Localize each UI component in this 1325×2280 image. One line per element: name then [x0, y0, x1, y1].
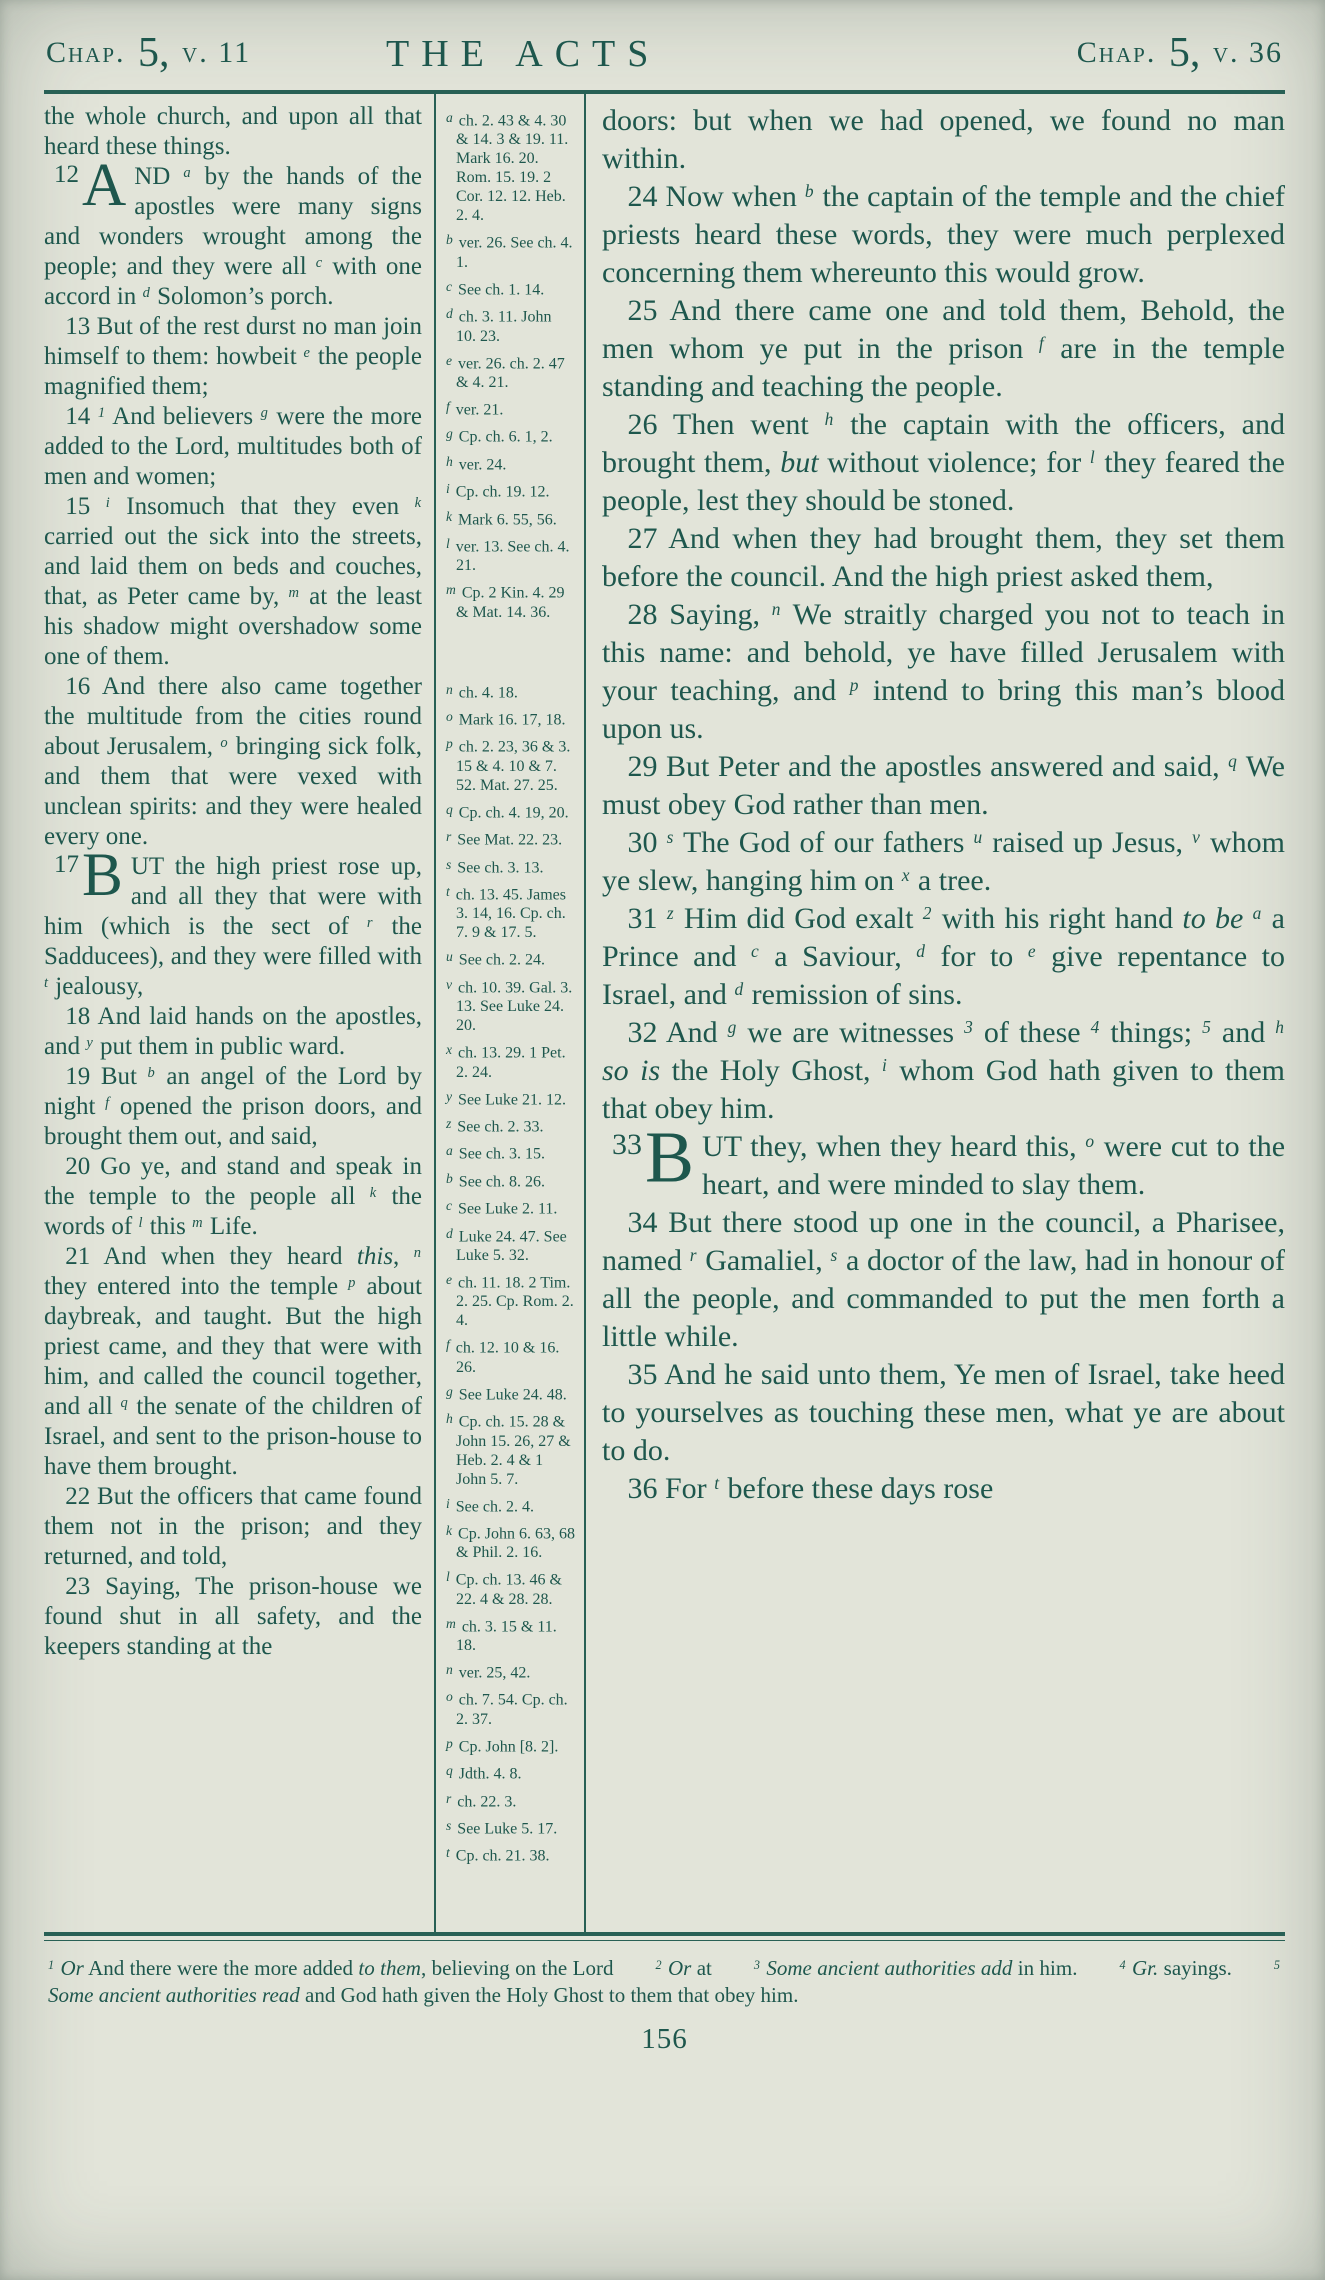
reference-mark: e — [1027, 941, 1036, 962]
reference-mark: h — [824, 409, 834, 430]
cross-reference-entry: $^i$ See ch. 2. 4. — [446, 1495, 534, 1515]
reference-letter: r — [446, 1790, 452, 1806]
verse-number: 34 — [627, 1206, 658, 1239]
footer-rule — [44, 1932, 1285, 1941]
verse-number: 22 — [65, 1483, 91, 1510]
reference-letter: s — [446, 1818, 452, 1834]
cross-reference-entry: $^v$ ch. 10. 39. Gal. 3. 13. See Luke 24. 20. — [446, 976, 573, 1035]
reference-letter: d — [446, 306, 453, 322]
verse-34: 34 But there stood up one in the council, a Pharisee, named $^r$ Gamaliel, $^s$ a doctor of the law, had in honour of all the people, and commanded to put the men forth a little while. — [602, 1206, 1285, 1353]
reference-mark: 3 — [753, 1957, 760, 1972]
reference-mark: 2 — [655, 1957, 662, 1972]
cross-reference-entry: $^c$ See ch. 1. 14. — [446, 278, 545, 299]
reference-mark: o — [220, 734, 228, 751]
reference-letter: o — [446, 1689, 453, 1705]
verse-12: 12A ND $^a$ by the hands of the apostles were many signs and wonders wrought among the people; and they were all $^c$ with one accord in $^d$ Solomon’s porch. — [44, 151, 423, 310]
reference-mark: n — [771, 599, 781, 620]
reference-letter: p — [446, 736, 453, 752]
cross-reference-entry: $^l$ ver. 13. See ch. 4. 21. — [446, 535, 570, 575]
verse-24: 24 Now when $^b$ the captain of the temple and the chief priests heard these words, they were much perplexed concerning them whereunto this would grow. — [602, 180, 1285, 289]
reference-letter: i — [446, 1495, 450, 1511]
cross-reference-entry: $^r$ See Mat. 22. 23. — [446, 829, 563, 849]
reference-letter: y — [446, 1088, 453, 1104]
book-title: THE ACTS — [386, 33, 661, 75]
reference-letter: a — [446, 110, 453, 125]
reference-mark: d — [142, 284, 150, 301]
reference-mark: m — [288, 584, 299, 601]
verse-14: 14 $^1$ And believers $^g$ were the more added to the Lord, multitudes both of men and women; — [44, 403, 423, 490]
reference-mark: 4 — [1090, 1017, 1100, 1038]
reference-letter: q — [446, 801, 453, 817]
reference-mark: 1 — [48, 1957, 55, 1972]
reference-mark: f — [105, 1094, 110, 1111]
reference-mark: g — [727, 1017, 737, 1038]
reference-letter: g — [446, 426, 453, 442]
verse-continuation: the whole church, and upon all that heard these things. — [44, 103, 422, 160]
reference-letter: g — [446, 1383, 453, 1399]
left-text-column — [44, 94, 434, 1932]
reference-letter: s — [446, 856, 452, 872]
reference-mark: l — [1089, 447, 1095, 468]
verse-ref-right: v. 36 — [1212, 36, 1283, 69]
reference-mark: 5 — [1273, 1957, 1280, 1972]
reference-mark: s — [830, 1245, 838, 1266]
reference-mark: m — [192, 1214, 203, 1231]
reference-letter: x — [446, 1042, 453, 1058]
cross-reference-entry: $^g$ See Luke 24. 48. — [446, 1383, 567, 1404]
reference-mark: 2 — [922, 903, 932, 924]
chapter-number-left: 5, — [138, 30, 170, 76]
reference-mark: p — [348, 1274, 356, 1291]
reference-letter: z — [446, 1115, 452, 1131]
verse-number: 24 — [627, 180, 658, 213]
verse-27: 27 And when they had brought them, they set them before the council. And the high priest asked them, — [602, 522, 1285, 593]
reference-letter: p — [446, 1735, 453, 1751]
reference-mark: t — [44, 974, 49, 991]
verse-number: 27 — [627, 522, 658, 555]
cross-reference-entry: $^q$ Cp. ch. 4. 19, 20. — [446, 801, 569, 822]
reference-mark: 5 — [1202, 1017, 1211, 1038]
reference-letter: u — [446, 949, 453, 965]
cross-reference-entry: $^m$ Cp. 2 Kin. 4. 29 & Mat. 14. 36. — [446, 582, 565, 621]
reference-mark: o — [1085, 1131, 1095, 1152]
cross-reference-entry: $^t$ Cp. ch. 21. 38. — [446, 1845, 550, 1865]
verse-number: 14 — [65, 403, 91, 430]
verse-number: 13 — [65, 313, 91, 340]
cross-reference-entry: $^k$ Cp. John 6. 63, 68 & Phil. 2. 16. — [446, 1522, 575, 1562]
reference-mark: k — [369, 1184, 377, 1201]
reference-mark: c — [315, 254, 323, 271]
cross-reference-entry: $^i$ Cp. ch. 19. 12. — [446, 481, 550, 501]
reference-mark: u — [973, 827, 983, 848]
reference-letter: n — [446, 681, 453, 697]
cross-reference-entry: $^c$ See Luke 2. 11. — [446, 1198, 558, 1218]
cross-reference-entry: $^h$ ver. 24. — [446, 453, 507, 474]
verse-number: 31 — [627, 902, 658, 935]
reference-mark: b — [804, 181, 814, 202]
reference-letter: b — [446, 1170, 453, 1186]
verse-number: 30 — [627, 826, 658, 859]
reference-mark: t — [714, 1473, 720, 1494]
dropcap-letter: B — [82, 841, 123, 909]
cross-reference-entry: $^k$ Mark 6. 55, 56. — [446, 508, 557, 528]
reference-letter: o — [446, 709, 453, 725]
reference-mark: d — [916, 941, 925, 962]
reference-letter: c — [446, 278, 453, 294]
reference-letter: i — [446, 481, 450, 497]
verse-16: 16 And there also came together the multitude from the cities round about Jerusalem, $^o$ bringing sick folk, and them that were vexed with unclean spirits: and they were healed every one. — [44, 673, 422, 850]
reference-mark: d — [734, 979, 744, 1000]
verse-19: 19 But $^b$ an angel of the Lord by night $^f$ opened the prison doors, and brought them out, and said, — [44, 1063, 422, 1150]
cross-reference-entry: $^r$ ch. 22. 3. — [446, 1790, 517, 1811]
cross-reference-entry: $^a$ ch. 2. 43 & 4. 30 & 14. 3 & 19. 11. Mark 16. 20. Rom. 15. 19. 2 Cor. 12. 12. Heb. 2. 4. — [446, 110, 569, 225]
dropcap-letter: B — [645, 1116, 695, 1198]
reference-mark: a — [1252, 903, 1262, 924]
cross-reference-entry: $^b$ See ch. 8. 26. — [446, 1170, 545, 1191]
reference-letter: m — [446, 582, 456, 598]
reference-letter: h — [446, 453, 453, 469]
verse-number: 32 — [627, 1016, 658, 1049]
reference-mark: x — [901, 865, 910, 886]
reference-letter: n — [446, 1662, 453, 1678]
text-columns — [44, 94, 1285, 1932]
reference-letter: c — [446, 1198, 453, 1214]
verse-continuation: doors: but when we had opened, we found no man within. — [602, 104, 1285, 175]
verse-number: 23 — [65, 1573, 91, 1600]
reference-letter: a — [446, 1143, 453, 1159]
cross-reference-entry: $^n$ ch. 4. 18. — [446, 681, 518, 702]
cross-reference-entry: $^o$ ch. 7. 54. Cp. ch. 2. 37. — [446, 1689, 568, 1728]
verse-number: 25 — [627, 294, 658, 327]
cross-reference-entry: $^a$ See ch. 3. 15. — [446, 1143, 545, 1163]
cross-reference-column — [434, 94, 586, 1932]
reference-mark: r — [366, 914, 373, 931]
reference-mark: p — [849, 675, 859, 696]
reference-mark: q — [1228, 751, 1237, 772]
chapter-label-left: Chap. — [46, 36, 126, 69]
reference-letter: e — [446, 352, 453, 368]
cross-reference-entry: $^x$ ch. 13. 29. 1 Pet. 2. 24. — [446, 1042, 566, 1081]
cross-reference-entry: $^b$ ver. 26. See ch. 4. 1. — [446, 232, 573, 271]
reference-mark: h — [1275, 1017, 1284, 1038]
reference-mark: i — [881, 1055, 887, 1076]
verse-number: 28 — [627, 598, 658, 631]
cross-reference-entry: $^y$ See Luke 21. 12. — [446, 1088, 567, 1108]
verse-number: 19 — [65, 1063, 91, 1090]
reference-mark: 4 — [1119, 1957, 1126, 1972]
reference-mark: 1 — [97, 404, 106, 421]
page-number: 156 — [641, 2023, 688, 2055]
verse-number: 33 — [612, 1128, 642, 1161]
verse-number: 29 — [627, 750, 658, 783]
reference-letter: t — [446, 884, 450, 900]
verse-dropcap — [54, 151, 127, 219]
verse-22: 22 But the officers that came found them not in the prison; and they returned, and told, — [44, 1483, 422, 1570]
reference-letter: l — [446, 1569, 450, 1585]
verse-28: 28 Saying, $^n$ We straitly charged you not to teach in this name: and behold, ye have filled Jerusalem with your teaching, and $^p$ intend to bring this man’s blood upon us. — [602, 598, 1285, 745]
cross-reference-entry: $^l$ Cp. ch. 13. 46 & 22. 4 & 28. 28. — [446, 1569, 562, 1608]
reference-mark: e — [303, 344, 310, 361]
verse-35: 35 And he said unto them, Ye men of Israel, take heed to yourselves as touching these men, what ye are about to do. — [602, 1358, 1285, 1467]
cross-reference-entry: $^z$ See ch. 2. 33. — [446, 1115, 544, 1136]
reference-letter: f — [446, 1337, 450, 1353]
verse-number: 21 — [65, 1243, 91, 1270]
reference-letter: k — [446, 1522, 453, 1538]
cross-reference-entry: $^s$ See Luke 5. 17. — [446, 1818, 558, 1838]
verse-number: 16 — [65, 673, 91, 700]
cross-reference-entry: $^o$ Mark 16. 17, 18. — [446, 709, 566, 729]
cross-reference-entry: $^d$ ch. 3. 11. John 10. 23. — [446, 306, 552, 345]
verse-13: 13 But of the rest durst no man join himself to them: howbeit $^e$ the people magnified them; — [44, 313, 422, 400]
cross-reference-entry: $^p$ Cp. John [8. 2]. — [446, 1735, 559, 1756]
reference-letter: k — [446, 508, 453, 524]
cross-reference-entry: $^n$ ver. 25, 42. — [446, 1662, 531, 1682]
cross-reference-entry: $^f$ ch. 12. 10 & 16. 26. — [446, 1337, 560, 1376]
cross-reference-entry: $^e$ ch. 11. 18. 2 Tim. 2. 25. Cp. Rom. 2. 4. — [446, 1271, 574, 1330]
verse-20: 20 Go ye, and stand and speak in the temple to the people all $^k$ the words of $^l$ this $^m$ Life. — [44, 1153, 423, 1240]
verse-number: 20 — [65, 1153, 91, 1180]
reference-letter: q — [446, 1763, 453, 1779]
running-header — [44, 30, 1285, 82]
reference-mark: i — [105, 494, 110, 511]
reference-letter: f — [446, 398, 450, 414]
verse-32: 32 And $^g$ we are witnesses $^3$ of these $^4$ things; $^5$ and $^h$ so is the Holy Ghost, $^i$ whom God hath given to them that obey him. — [602, 1016, 1285, 1125]
reference-letter: b — [446, 232, 453, 248]
verse-26: 26 Then went $^h$ the captain with the officers, and brought them, but without violence; for $^l$ they feared the people, lest they should be stoned. — [602, 408, 1285, 517]
verse-number: 35 — [627, 1358, 658, 1391]
reference-letter: m — [446, 1615, 456, 1631]
cross-reference-entry: $^m$ ch. 3. 15 & 11. 18. — [446, 1615, 557, 1655]
cross-reference-entry: $^p$ ch. 2. 23, 36 & 3. 15 & 4. 10 & 7. 52. Mat. 27. 25. — [446, 736, 571, 794]
verse-25: 25 And there came one and told them, Behold, the men whom ye put in the prison $^f$ are in the temple standing and teaching the people. — [602, 294, 1285, 403]
footnotes: $^1$ Or And there were the more added to them, believing on the Lord $^2$ Or at $^3$ Some ancient authorities add in him. $^4$ Gr. sayings. $^5$ Some ancient authorities read and God hath given the Holy Ghost to them that obey him. — [48, 1956, 1280, 2007]
verse-number: 12 — [54, 161, 79, 188]
chapter-verse-left — [46, 30, 252, 76]
verse-31: 31 $^z$ Him did God exalt $^2$ with his right hand to be $^a$ a Prince and $^c$ a Saviour, $^d$ for to $^e$ give repentance to Israel, and $^d$ remission of sins. — [602, 902, 1285, 1011]
cross-reference-entry: $^g$ Cp. ch. 6. 1, 2. — [446, 426, 553, 446]
verse-number: 26 — [627, 408, 658, 441]
reference-mark: z — [666, 903, 674, 924]
verse-33: 33B UT they, when they heard this, $^o$ were cut to the heart, and were minded to slay them. — [612, 1116, 1285, 1201]
chapter-label-right: Chap. — [1076, 36, 1157, 69]
reference-mark: 3 — [964, 1017, 973, 1038]
chapter-verse-right — [1076, 30, 1283, 76]
cross-reference-entry: $^t$ ch. 13. 45. James 3. 14, 16. Cp. ch. 7. 9 & 17. 5. — [446, 884, 566, 942]
reference-mark: n — [413, 1244, 422, 1261]
verse-23: 23 Saying, The prison-house we found shut in all safety, and the keepers standing at the — [44, 1573, 422, 1660]
cross-reference-entry: $^u$ See ch. 2. 24. — [446, 949, 545, 969]
reference-mark: s — [666, 827, 674, 848]
reference-letter: t — [446, 1845, 450, 1861]
verse-number: 15 — [65, 493, 91, 520]
reference-mark: f — [1038, 333, 1044, 354]
reference-mark: a — [183, 164, 191, 181]
cross-reference-entry: $^f$ ver. 21. — [446, 398, 504, 419]
verse-29: 29 But Peter and the apostles answered and said, $^q$ We must obey God rather than men. — [602, 750, 1285, 821]
reference-mark: b — [147, 1064, 155, 1081]
right-text-column — [586, 94, 1285, 1932]
reference-letter: h — [446, 1411, 453, 1427]
verse-18: 18 And laid hands on the apostles, and $^y$ put them in public ward. — [44, 1003, 422, 1060]
reference-letter: e — [446, 1271, 453, 1287]
verse-number: 18 — [65, 1003, 91, 1030]
reference-letter: d — [446, 1225, 453, 1241]
verse-30: 30 $^s$ The God of our fathers $^u$ raised up Jesus, $^v$ whom ye slew, hanging him on $^x$ a tree. — [602, 826, 1285, 897]
reference-mark: v — [1192, 827, 1200, 848]
dropcap-letter: A — [82, 151, 127, 219]
reference-letter: r — [446, 829, 452, 845]
reference-mark: l — [138, 1214, 143, 1231]
verse-ref-left: v. 11 — [182, 36, 252, 69]
cross-reference-entry: $^e$ ver. 26. ch. 2. 47 & 4. 21. — [446, 352, 565, 391]
reference-mark: c — [751, 941, 759, 962]
reference-letter: l — [446, 535, 450, 551]
reference-mark: y — [86, 1034, 93, 1051]
verse-number: 36 — [627, 1472, 658, 1505]
verse-21: 21 And when they heard this, $^n$ they entered into the temple $^p$ about daybreak, and taught. But the high priest came, and they that were with him, and called the council together, and all $^q$ the senate of the children of Israel, and sent to the prison-house to have them brought. — [44, 1243, 423, 1480]
verse-dropcap — [612, 1116, 695, 1198]
reference-mark: r — [689, 1245, 697, 1266]
verse-15: 15 $^i$ Insomuch that they even $^k$ carried out the sick into the streets, and laid them on beds and couches, that, as Peter came by, $^m$ at the least his shadow might overshadow some one of them. — [44, 493, 422, 670]
cross-reference-entry: $^d$ Luke 24. 47. See Luke 5. 32. — [446, 1225, 567, 1264]
cross-reference-entry: $^h$ Cp. ch. 15. 28 & John 15. 26, 27 & Heb. 2. 4 & 1 John 5. 7. — [446, 1411, 571, 1488]
verse-36: 36 For $^t$ before these days rose — [627, 1472, 994, 1505]
reference-letter: v — [446, 976, 453, 992]
reference-mark: g — [260, 404, 268, 421]
verse-number: 17 — [54, 851, 79, 878]
cross-reference-entry: $^q$ Jdth. 4. 8. — [446, 1763, 522, 1783]
reference-mark: q — [120, 1394, 128, 1411]
reference-mark: k — [414, 494, 421, 511]
chapter-number-right: 5, — [1168, 30, 1201, 76]
cross-reference-entry: $^s$ See ch. 3. 13. — [446, 856, 544, 877]
verse-dropcap — [54, 841, 123, 909]
verse-17: 17B UT the high priest rose up, and all they that were with him (which is the sect of $^r$ the Sadducees), and they were filled with $^t$ jealousy, — [44, 841, 422, 1000]
